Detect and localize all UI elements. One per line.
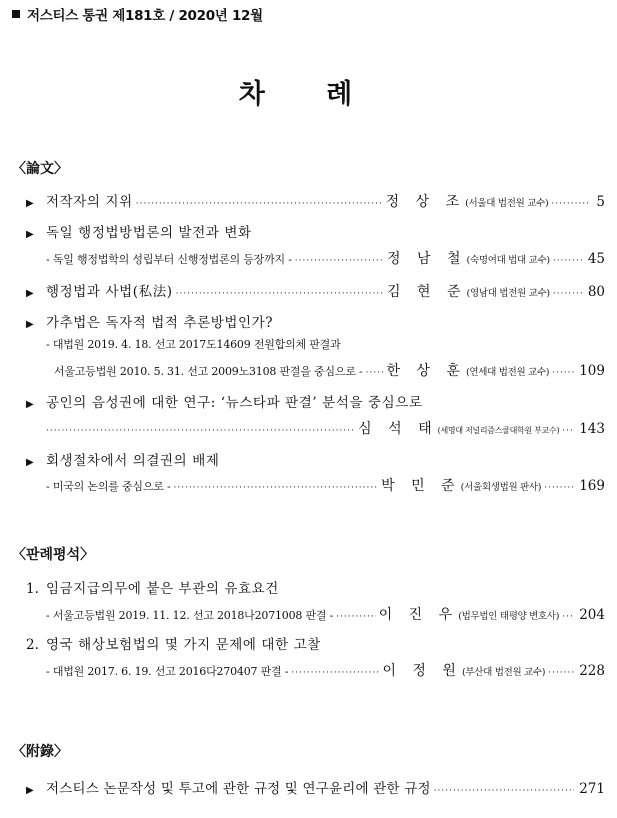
toc-entry-detail — [26, 660, 605, 680]
entry-title: 독일 행정법방법론의 발전과 변화 — [46, 225, 252, 241]
entry-affiliation: (영남대 법전원 교수) — [466, 288, 550, 299]
toc-entry-detail — [26, 336, 605, 352]
toc-entry[interactable] — [26, 449, 605, 469]
entry-affiliation: (세명대 저널리즘스쿨대학원 부교수) — [437, 426, 560, 435]
page-title: 차 례 — [238, 79, 379, 110]
entry-author: 이 정 원 — [382, 663, 462, 679]
entry-subtitle: - 미국의 논의를 중심으로 - — [46, 480, 171, 493]
entry-affiliation: (서울회생법원 판사) — [460, 482, 542, 493]
entry-page: 204 — [579, 607, 605, 623]
toc-entry-detail — [26, 418, 605, 438]
entry-subtitle: - 독일 행정법학의 성립부터 신행정법론의 등장까지 - — [46, 253, 292, 266]
dot-leader — [562, 426, 574, 436]
toc-entry[interactable] — [26, 577, 605, 597]
toc-entry[interactable] — [26, 221, 605, 241]
dot-leader — [434, 786, 575, 796]
dot-leader — [552, 368, 574, 378]
journal-header — [12, 4, 263, 24]
entry-page: 109 — [579, 363, 605, 379]
dot-leader — [548, 668, 574, 678]
dot-leader — [553, 289, 583, 299]
entry-title: 저스티스 논문작성 및 투고에 관한 규정 및 연구윤리에 관한 규정 — [46, 781, 431, 797]
entry-subtitle: 서울고등법원 2010. 5. 31. 선고 2009노3108 판결을 중심으로 - — [54, 365, 363, 378]
dot-leader — [46, 426, 355, 436]
dot-leader — [173, 483, 378, 493]
entry-subtitle: - 대법원 2017. 6. 19. 선고 2016다270407 판결 - — [46, 665, 289, 678]
entry-page: 5 — [596, 194, 605, 210]
entry-title: 저작자의 지위 — [46, 194, 133, 210]
entry-title: 회생절차에서 의결권의 배제 — [46, 453, 220, 469]
toc-entry-detail — [26, 475, 605, 495]
entry-affiliation: (서울대 법전원 교수) — [465, 198, 549, 209]
section-heading-case-reviews: 〈판례평석〉 — [12, 547, 95, 563]
entry-title: 공인의 음성권에 대한 연구: ‘뉴스타파 판결’ 분석을 중심으로 — [46, 395, 423, 411]
entry-title: 임금지급의무에 붙은 부관의 유효요건 — [46, 581, 279, 597]
dot-leader — [366, 368, 384, 378]
toc-entry[interactable] — [26, 391, 605, 411]
journal-issue-label: 저스티스 통권 제181호 / 2020년 12월 — [27, 8, 263, 24]
triangle-bullet-icon: ▶ — [26, 319, 34, 330]
dot-leader — [291, 668, 379, 678]
dot-leader — [176, 289, 384, 299]
toc-entry-detail — [26, 604, 605, 624]
section-heading-papers: 〈論文〉 — [12, 161, 68, 177]
triangle-bullet-icon: ▶ — [26, 288, 34, 299]
dot-leader — [562, 612, 574, 622]
entry-page: 143 — [579, 421, 605, 437]
dot-leader — [551, 199, 591, 209]
triangle-bullet-icon: ▶ — [26, 785, 34, 796]
toc-entry[interactable] — [26, 311, 605, 331]
dot-leader — [336, 612, 376, 622]
entry-number: 2. — [26, 637, 39, 653]
triangle-bullet-icon: ▶ — [26, 229, 34, 240]
triangle-bullet-icon: ▶ — [26, 457, 34, 468]
toc-entry[interactable] — [26, 777, 605, 797]
entry-number: 1. — [26, 581, 39, 597]
entry-title: 영국 해상보험법의 몇 가지 문제에 대한 고찰 — [46, 637, 321, 653]
entry-page: 228 — [579, 663, 605, 679]
entry-affiliation: (부산대 법전원 교수) — [461, 667, 546, 678]
entry-title: 행정법과 사법(私法) — [46, 284, 173, 300]
toc-entry-detail — [26, 248, 605, 268]
entry-page: 271 — [579, 781, 605, 797]
entry-affiliation: (숙명여대 법대 교수) — [466, 255, 550, 266]
entry-author: 정 남 철 — [387, 251, 467, 267]
section-heading-appendix: 〈附錄〉 — [12, 744, 68, 760]
entry-title: 가추법은 독자적 법적 추론방법인가? — [46, 315, 274, 331]
entry-author: 한 상 훈 — [386, 363, 466, 379]
entry-page: 45 — [587, 251, 605, 267]
entry-author: 심 석 태 — [358, 421, 438, 437]
dot-leader — [553, 256, 583, 266]
triangle-bullet-icon: ▶ — [26, 399, 34, 410]
dot-leader — [136, 199, 383, 209]
entry-author: 이 진 우 — [378, 607, 459, 623]
toc-entry[interactable] — [26, 280, 605, 301]
toc-entry-detail — [26, 360, 605, 380]
dot-leader — [544, 483, 574, 493]
entry-author: 정 상 조 — [385, 194, 466, 210]
entry-affiliation: (연세대 법전원 교수) — [465, 367, 550, 378]
triangle-bullet-icon: ▶ — [26, 198, 34, 209]
toc-entry[interactable] — [26, 633, 605, 653]
square-bullet-icon — [12, 10, 20, 18]
entry-page: 80 — [587, 284, 605, 300]
entry-subtitle: - 대법원 2019. 4. 18. 선고 2017도14609 전원합의체 판결과 — [46, 338, 341, 351]
entry-affiliation: (법무법인 태평양 변호사) — [458, 611, 560, 622]
entry-subtitle: - 서울고등법원 2019. 11. 12. 선고 2018나2071008 판결 - — [46, 609, 334, 622]
entry-author: 박 민 준 — [381, 478, 461, 494]
entry-author: 김 현 준 — [387, 284, 467, 300]
entry-page: 169 — [579, 478, 605, 494]
toc-entry[interactable] — [26, 190, 605, 211]
dot-leader — [295, 256, 384, 266]
